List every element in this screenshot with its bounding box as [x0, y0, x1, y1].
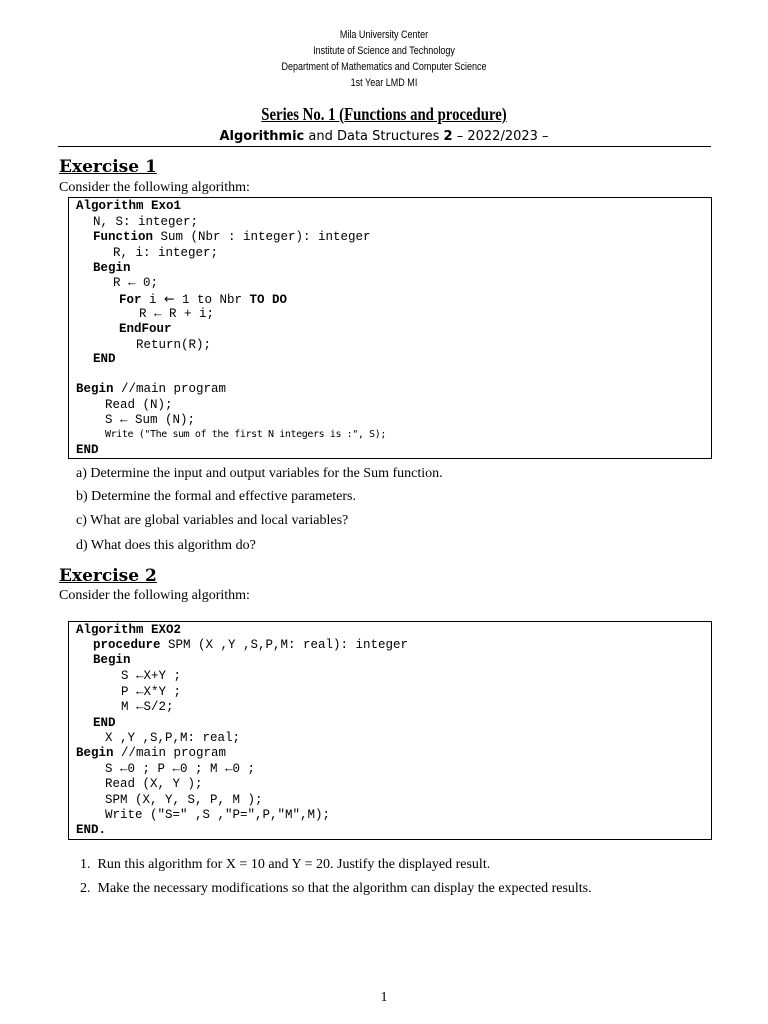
code-line: EndFour [119, 322, 172, 336]
question-text: Make the necessary modifications so that the algorithm can display the expected results. [97, 881, 592, 896]
code-line: S ← Sum (N); [105, 413, 196, 427]
subtitle-text-2: – 2022/2023 – [452, 129, 549, 144]
keyword: procedure [93, 638, 161, 652]
code-text: 1 to Nbr [174, 293, 250, 307]
course-subtitle [0, 129, 768, 144]
question-text: Determine the formal and effective parameters. [91, 489, 357, 504]
question-marker: b) [76, 489, 88, 504]
keyword: Begin [76, 746, 114, 760]
code-line: Begin [93, 261, 131, 275]
code-text: Sum (Nbr : integer): integer [153, 230, 371, 244]
institute-line: Institute of Science and Technology [313, 45, 455, 57]
exercise-2-intro: Consider the following algorithm: [59, 588, 250, 603]
code-line: SPM (X, Y, S, P, M ); [105, 793, 263, 807]
code-line: Read (X, Y ); [105, 777, 203, 791]
exercise-1-title: Exercise 1 [59, 157, 157, 177]
code-line: Algorithm EXO2 [76, 623, 182, 637]
subtitle-bold-1: Algorithmic [219, 129, 305, 144]
code-line [119, 291, 287, 307]
question-marker: 1. [80, 857, 91, 872]
question-marker: 2. [80, 881, 91, 896]
code-line: Read (N); [105, 398, 173, 412]
code-text: SPM (X ,Y ,S,P,M: real): integer [160, 638, 409, 652]
arrow-icon: ← [164, 291, 175, 306]
code-line: Write ("The sum of the first N integers is :", S); [105, 429, 387, 440]
code-line: R ← R + i; [139, 307, 215, 321]
code-line: R, i: integer; [113, 246, 219, 260]
code-line: R ← 0; [113, 276, 159, 290]
department-line: Department of Mathematics and Computer Science [281, 61, 487, 73]
question-marker: a) [76, 466, 87, 481]
question-marker: d) [76, 538, 88, 553]
code-line: END [76, 443, 99, 457]
code-line: P ←X*Y ; [121, 685, 182, 699]
code-comment: //main program [113, 746, 227, 760]
question-2 [80, 881, 592, 897]
code-line: S ←0 ; P ←0 ; M ←0 ; [105, 762, 256, 776]
question-b [76, 489, 356, 505]
keyword: Function [93, 230, 154, 244]
keyword: For [119, 293, 142, 307]
question-text: Determine the input and output variables for the Sum function. [90, 466, 443, 481]
subtitle-bold-2: 2 [443, 129, 453, 144]
question-text: Run this algorithm for X = 10 and Y = 20. Justify the displayed result. [97, 857, 491, 872]
exercise-1-code-box [68, 197, 712, 459]
page-title: Series No. 1 (Functions and procedure) [261, 104, 507, 124]
question-c [76, 513, 348, 529]
page-number: 1 [380, 990, 388, 1005]
question-text: What are global variables and local variables? [90, 513, 349, 528]
code-line: END [93, 352, 116, 366]
code-line [76, 745, 226, 761]
code-line: N, S: integer; [93, 215, 199, 229]
question-text: What does this algorithm do? [90, 538, 256, 553]
year-line: 1st Year LMD MI [350, 77, 418, 89]
code-line: Begin [93, 653, 131, 667]
question-1 [80, 857, 490, 873]
code-line: S ←X+Y ; [121, 669, 182, 683]
question-marker: c) [76, 513, 87, 528]
exercise-2-code-box [68, 621, 712, 840]
question-a [76, 466, 443, 482]
keyword: TO DO [249, 293, 288, 307]
exercise-1-intro: Consider the following algorithm: [59, 180, 250, 195]
code-line [93, 637, 408, 653]
exercise-2-title: Exercise 2 [59, 566, 157, 586]
code-line: Algorithm Exo1 [76, 199, 182, 213]
code-line [93, 229, 371, 245]
code-line: END. [76, 823, 107, 837]
code-line: Write ("S=" ,S ,"P=",P,"M",M); [105, 808, 331, 822]
code-line: X ,Y ,S,P,M: real; [105, 731, 241, 745]
code-text: i [141, 293, 165, 307]
code-line: END [93, 716, 116, 730]
code-line: M ←S/2; [121, 700, 174, 714]
code-line [76, 381, 226, 397]
question-d [76, 538, 256, 554]
subtitle-text-1: and Data Structures [304, 129, 444, 144]
keyword: Begin [76, 382, 114, 396]
institution-line: Mila University Center [339, 29, 429, 41]
header-divider [58, 146, 711, 147]
code-line: Return(R); [136, 338, 212, 352]
code-comment: //main program [113, 382, 227, 396]
